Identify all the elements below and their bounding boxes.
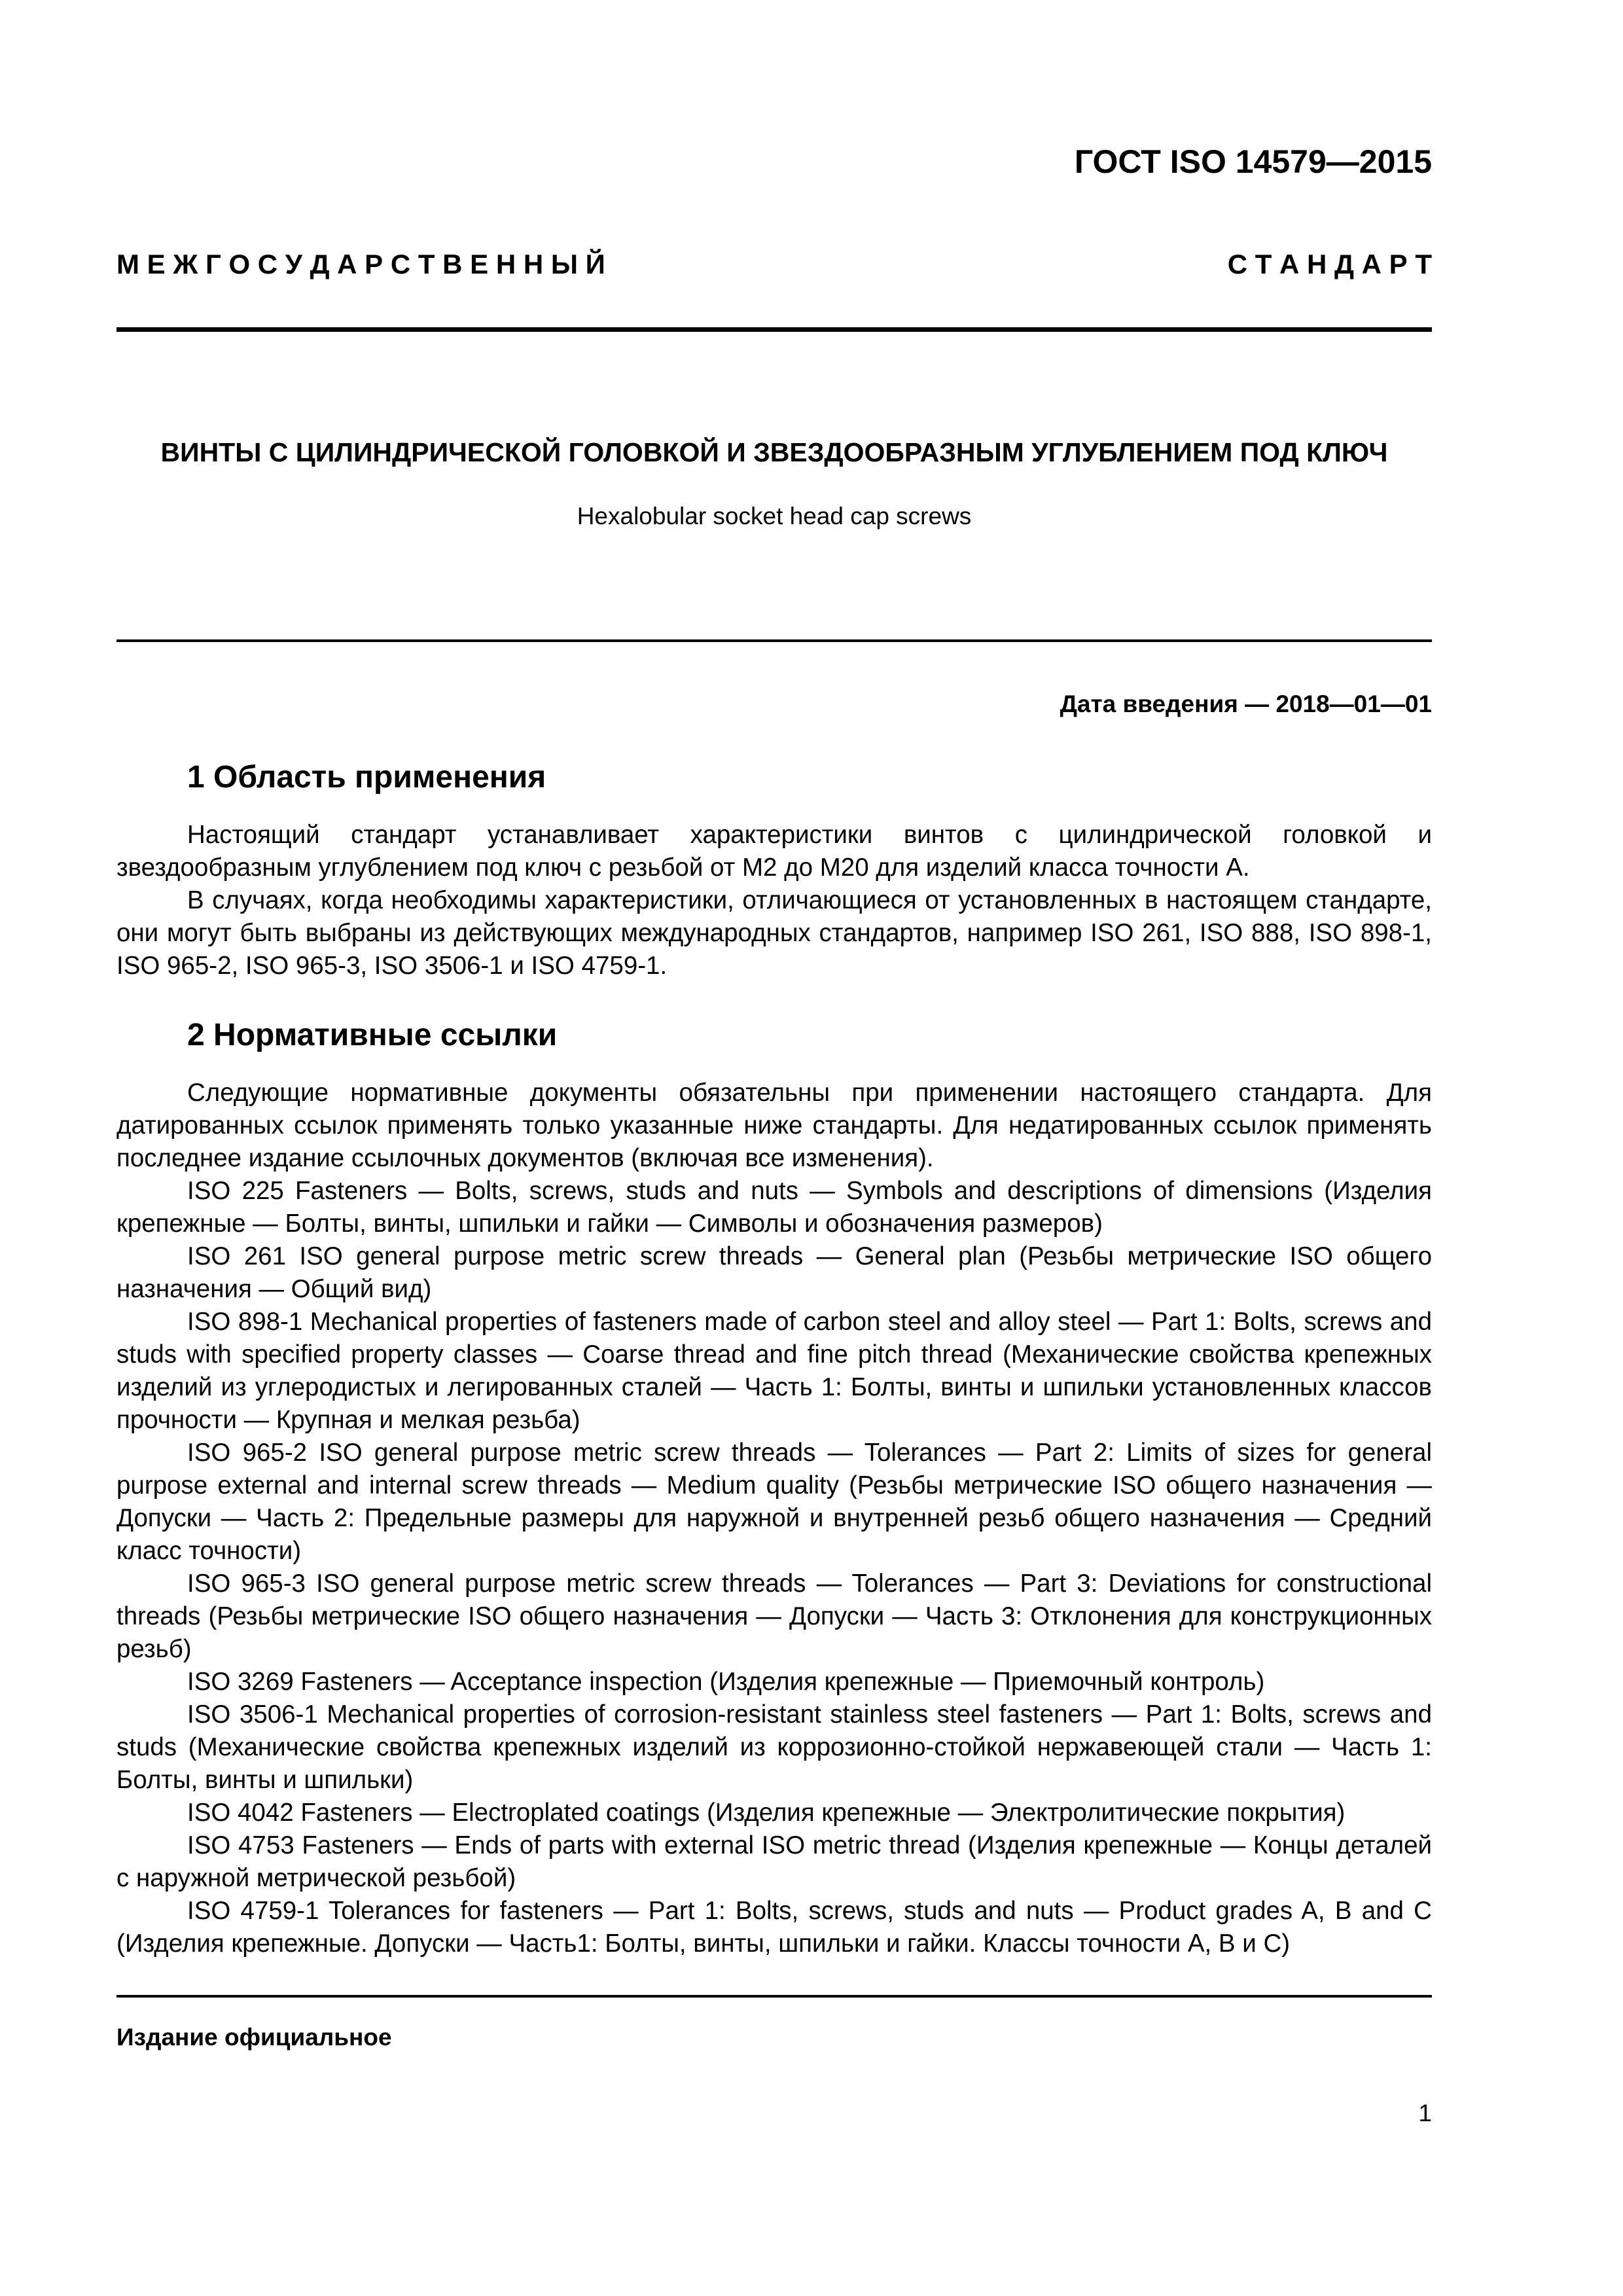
reference-item: ISO 965-3 ISO general purpose metric screw threads — Tolerances — Part 3: Deviations for constructional threads (Резьбы метрические ISO общего назначения — Допуски — Часть 3: Отклонения для конструкционных резьб)	[116, 1570, 1432, 1663]
paragraph: Следующие нормативные документы обязательны при применении настоящего стандарта. Для датированных ссылок применять только указанные ниже стандарты. Для недатированных ссылок применять последнее издание ссылочных документов (включая все изменения).	[116, 1079, 1432, 1172]
section-heading: 1 Область применения	[187, 760, 546, 795]
document-number: ГОСТ ISO 14579—2015	[1074, 143, 1432, 180]
standard-type-word: М Е Ж Г О С У Д А Р С Т В Е Н Н Ы Й	[116, 249, 605, 279]
section-normative-references	[116, 1014, 1432, 1960]
reference-item: ISO 898-1 Mechanical properties of fasteners made of carbon steel and alloy steel — Part 1: Bolts, screws and studs with specified property classes — Coarse thread and fine pitch thread (Механические свойства крепежных изделий из углеродистых и легированных сталей — Часть 1: Болты, винты и шпильки установленных классов прочности — Крупная и мелкая резьба)	[116, 1308, 1432, 1434]
document-title-ru: ВИНТЫ С ЦИЛИНДРИЧЕСКОЙ ГОЛОВКОЙ И ЗВЕЗДООБРАЗНЫМ УГЛУБЛЕНИЕМ ПОД КЛЮЧ	[160, 437, 1388, 467]
section-heading: 2 Нормативные ссылки	[187, 1018, 558, 1052]
reference-item: ISO 965-2 ISO general purpose metric screw threads — Tolerances — Part 2: Limits of sizes for general purpose external and internal screw threads — Medium quality (Резьбы метрические ISO общего назначения — Допуски — Часть 2: Предельные размеры для наружной и внутренней резьб общего назначения — Средний класс точности)	[116, 1439, 1432, 1565]
standard-type-label	[116, 249, 1432, 280]
standard-type-word: С Т А Н Д А Р Т	[1227, 249, 1432, 279]
reference-item: ISO 4042 Fasteners — Electroplated coatings (Изделия крепежные — Электролитические покрытия)	[187, 1799, 1346, 1827]
reference-item: ISO 225 Fasteners — Bolts, screws, studs and nuts — Symbols and descriptions of dimensions (Изделия крепежные — Болты, винты, шпильки и гайки — Символы и обозначения размеров)	[116, 1177, 1432, 1238]
reference-item: ISO 3269 Fasteners — Acceptance inspection (Изделия крепежные — Приемочный контроль)	[187, 1668, 1265, 1696]
section-scope	[116, 756, 1432, 982]
introduction-date: Дата введения — 2018—01—01	[1060, 691, 1432, 717]
title-divider	[116, 639, 1432, 642]
reference-item: ISO 3506-1 Mechanical properties of corrosion-resistant stainless steel fasteners — Part 1: Bolts, screws and studs (Механические свойства крепежных изделий из коррозионно-стойкой нержавеющей стали — Часть 1: Болты, винты и шпильки)	[116, 1700, 1432, 1794]
reference-item: ISO 4759-1 Tolerances for fasteners — Part 1: Bolts, screws, studs and nuts — Product grades A, B and C (Изделия крепежные. Допуски — Часть1: Болты, винты, шпильки и гайки. Классы точности А, В и С)	[116, 1897, 1432, 1958]
reference-item: ISO 261 ISO general purpose metric screw threads — General plan (Резьбы метрические ISO общего назначения — Общий вид)	[116, 1242, 1432, 1303]
document-body	[116, 756, 1432, 1960]
edition-label: Издание официальное	[116, 2024, 392, 2051]
paragraph: В случаях, когда необходимы характеристики, отличающиеся от установленных в настоящем стандарте, они могут быть выбраны из действующих международных стандартов, например ISO 261, ISO 888, ISO 898-1, ISO 965-2, ISO 965-3, ISO 3506-1 и ISO 4759-1.	[116, 886, 1432, 980]
page-number: 1	[1418, 2100, 1432, 2126]
paragraph: Настоящий стандарт устанавливает характеристики винтов с цилиндрической головкой и звездообразным углублением под ключ с резьбой от М2 до М20 для изделий класса точности А.	[116, 821, 1432, 882]
document-title-en: Hexalobular socket head cap screws	[577, 503, 972, 529]
footer-divider	[116, 1995, 1432, 1998]
reference-item: ISO 4753 Fasteners — Ends of parts with external ISO metric thread (Изделия крепежные — Концы деталей с наружной метрической резьбой)	[116, 1831, 1432, 1892]
header-divider	[116, 327, 1432, 332]
